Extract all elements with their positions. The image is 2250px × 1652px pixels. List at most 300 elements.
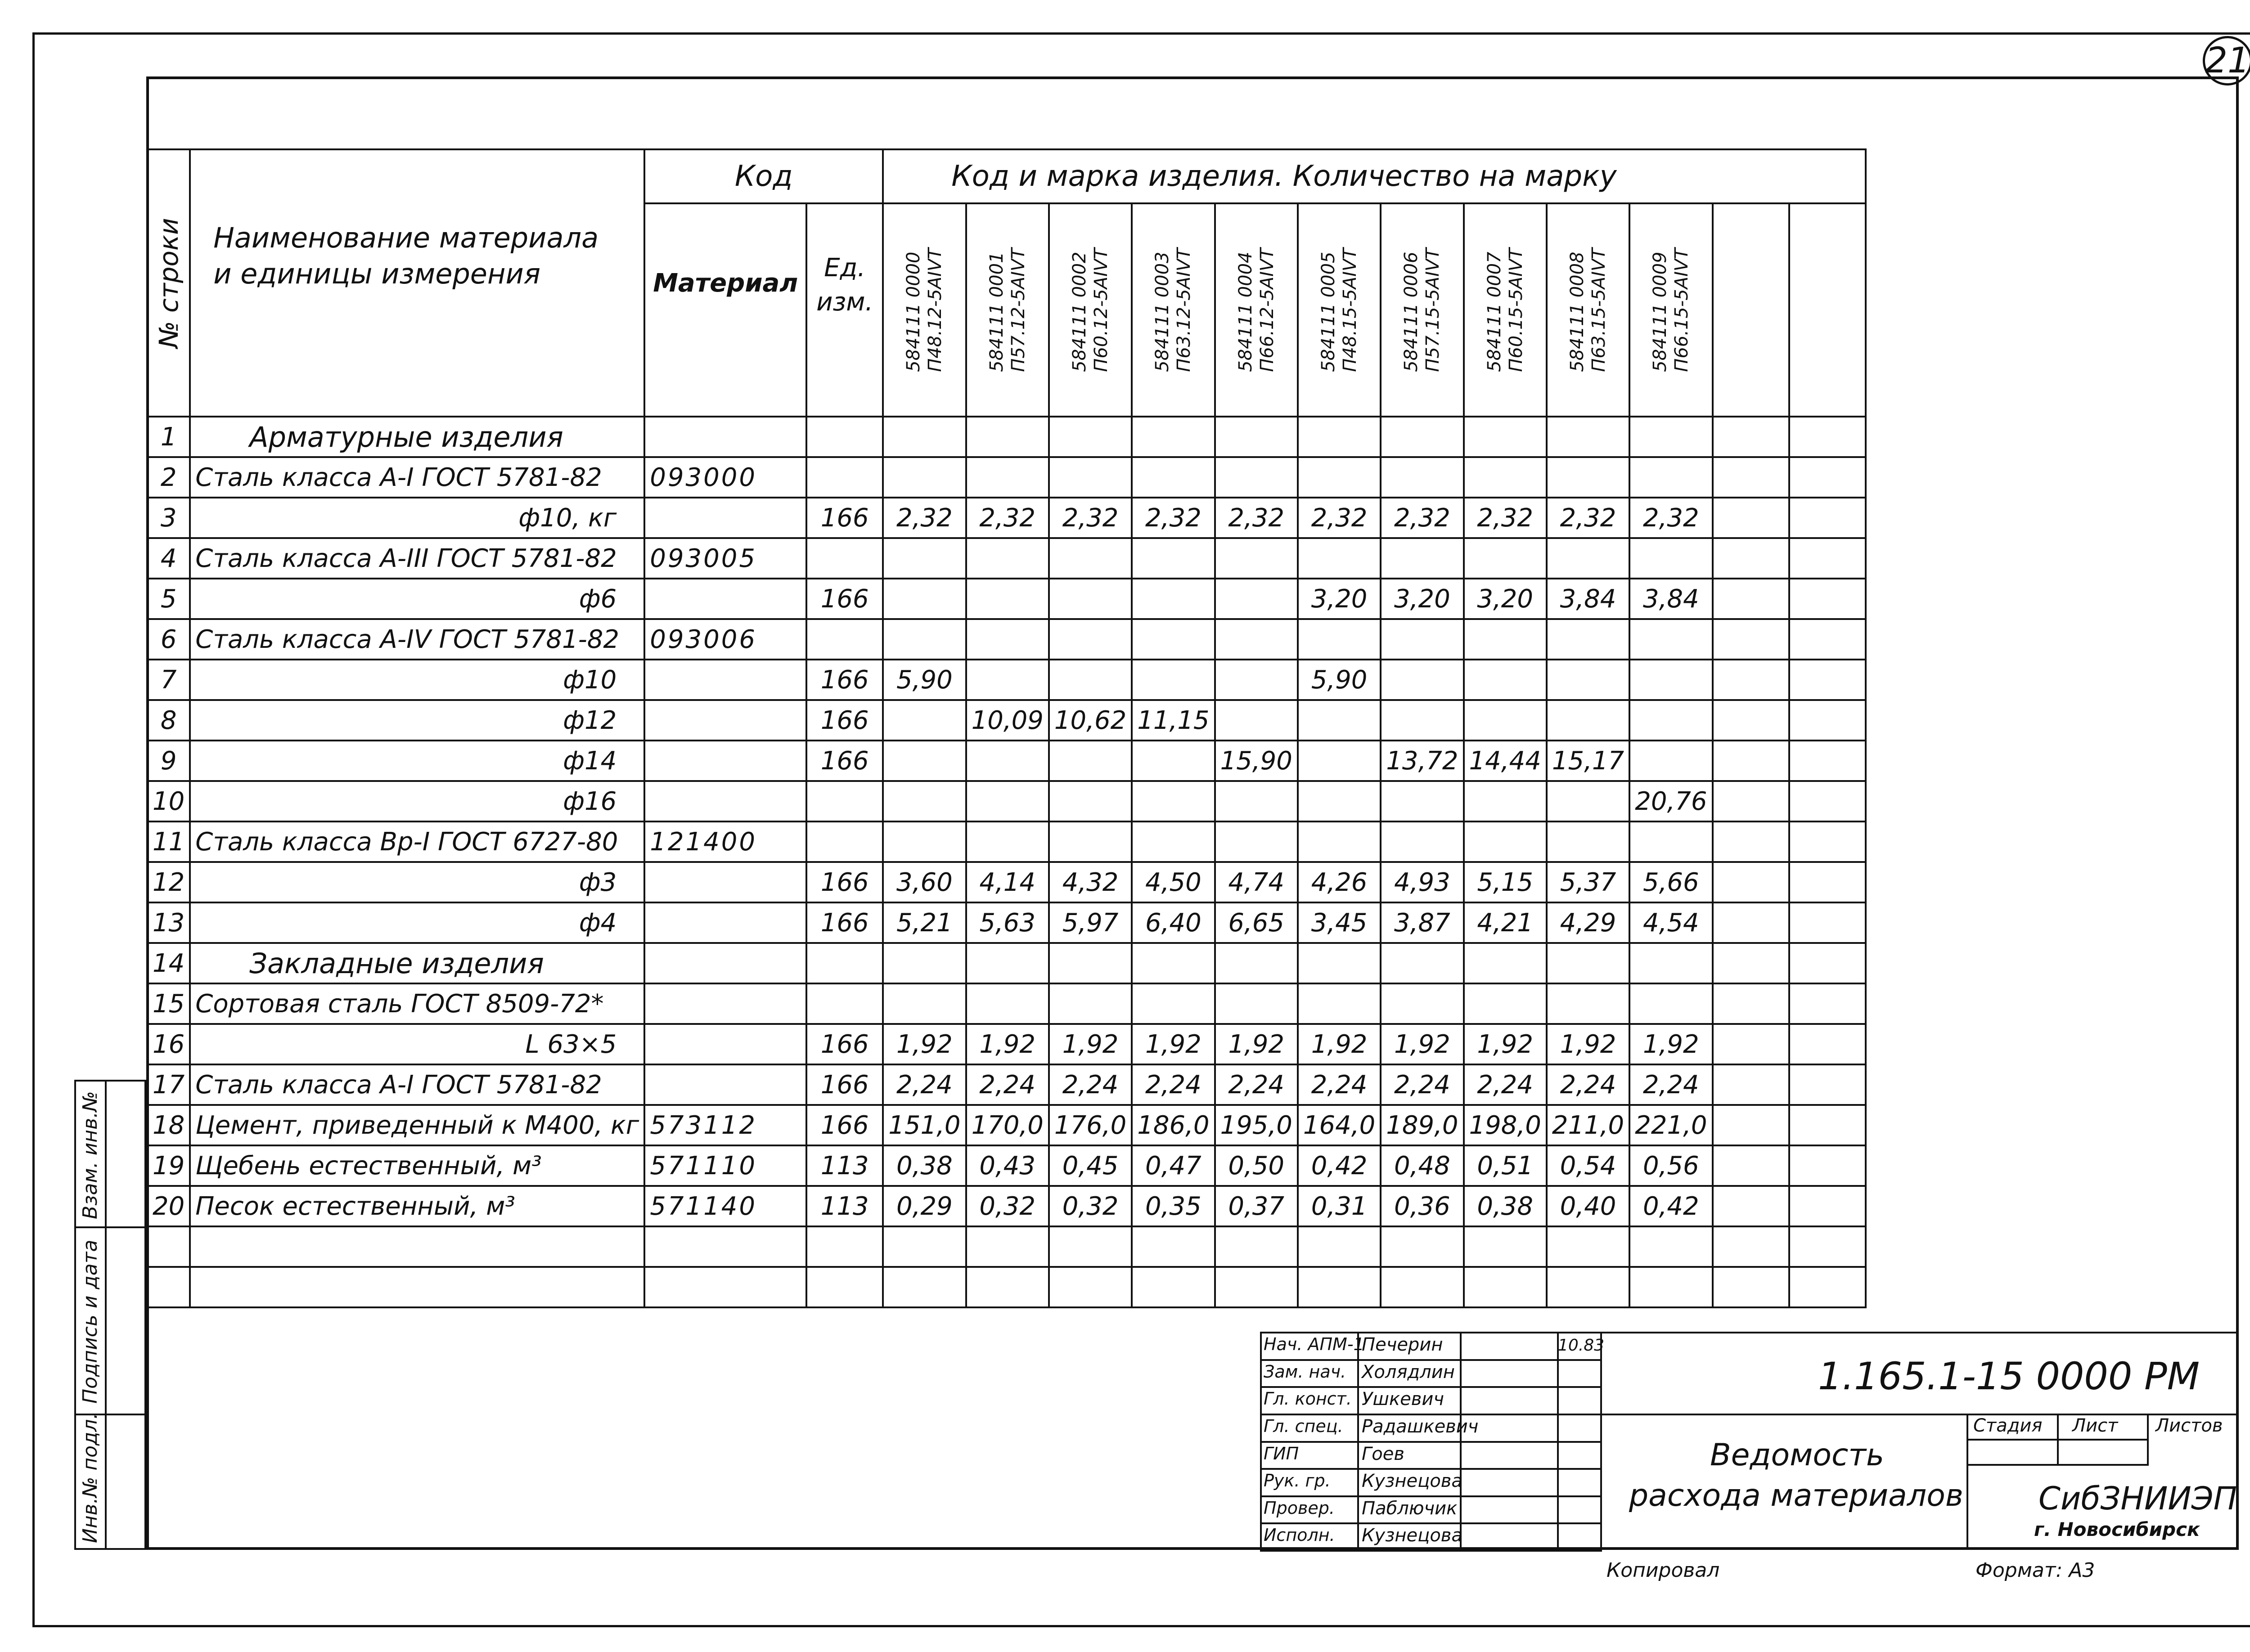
- product-group-header: Код и марка изделия. Количество на марку: [883, 149, 1865, 203]
- doc-title-line2: расхода материалов: [1629, 1478, 1963, 1513]
- quantity-cell: [1132, 579, 1215, 619]
- quantity-cell: 5,90: [883, 660, 966, 700]
- empty-cell: [1789, 902, 1866, 943]
- quantity-cell: 1,92: [883, 1024, 966, 1064]
- product-header: 584111 0007 П60.15-5AIVT: [1464, 203, 1547, 417]
- empty-cell: [1713, 1105, 1789, 1145]
- quantity-cell: [1629, 619, 1712, 660]
- signature-row: [1260, 1441, 1602, 1470]
- stage-label: Стадия: [1973, 1415, 2043, 1436]
- quantity-cell: [1215, 983, 1298, 1024]
- quantity-cell: 0,32: [1049, 1186, 1132, 1226]
- empty-cell: [1713, 700, 1789, 741]
- quantity-cell: [1298, 943, 1381, 983]
- table-row: [147, 1226, 1866, 1267]
- table-row: [147, 1105, 1866, 1145]
- quantity-cell: [1547, 781, 1629, 822]
- quantity-cell: [1049, 579, 1132, 619]
- quantity-cell: [966, 457, 1049, 498]
- quantity-cell: [883, 579, 966, 619]
- row-number-cell: 19: [147, 1145, 190, 1186]
- code-group-header: Код: [644, 149, 883, 203]
- empty-cell: [1789, 457, 1866, 498]
- material-name-cell: Закладные изделия: [190, 943, 644, 983]
- quantity-cell: [883, 538, 966, 579]
- empty-cell: [1713, 619, 1789, 660]
- quantity-cell: [1049, 1267, 1132, 1307]
- quantity-cell: [966, 1226, 1049, 1267]
- materials-table: [146, 148, 1867, 1308]
- quantity-cell: 198,0: [1464, 1105, 1547, 1145]
- empty-cell: [1713, 1064, 1789, 1105]
- quantity-cell: 10,62: [1049, 700, 1132, 741]
- quantity-cell: [1049, 943, 1132, 983]
- empty-cell: [1789, 741, 1866, 781]
- quantity-cell: [1132, 1226, 1215, 1267]
- empty-cell: [1789, 1105, 1866, 1145]
- unit-cell: 166: [806, 902, 883, 943]
- quantity-cell: 4,14: [966, 862, 1049, 902]
- row-number-cell: 15: [147, 983, 190, 1024]
- quantity-cell: 2,32: [1132, 498, 1215, 538]
- empty-cell: [1789, 983, 1866, 1024]
- material-code-cell: 121400: [644, 822, 806, 862]
- quantity-cell: 221,0: [1629, 1105, 1712, 1145]
- unit-cell: 113: [806, 1145, 883, 1186]
- quantity-cell: 3,84: [1629, 579, 1712, 619]
- quantity-cell: [1464, 1226, 1547, 1267]
- quantity-cell: [1629, 660, 1712, 700]
- quantity-cell: 0,32: [966, 1186, 1049, 1226]
- quantity-cell: [1132, 781, 1215, 822]
- row-number-cell: 13: [147, 902, 190, 943]
- quantity-cell: [883, 700, 966, 741]
- quantity-cell: [1464, 943, 1547, 983]
- quantity-cell: 2,24: [1629, 1064, 1712, 1105]
- quantity-cell: 2,32: [1381, 498, 1463, 538]
- empty-cell: [1713, 1145, 1789, 1186]
- empty-cell: [1789, 579, 1866, 619]
- table-row: [147, 498, 1866, 538]
- quantity-cell: [883, 619, 966, 660]
- empty-cell: [1713, 862, 1789, 902]
- quantity-cell: 5,37: [1547, 862, 1629, 902]
- empty-cell: [1713, 1267, 1789, 1307]
- quantity-cell: [1049, 417, 1132, 457]
- quantity-cell: 1,92: [1049, 1024, 1132, 1064]
- material-name-cell: ф16: [190, 781, 644, 822]
- quantity-cell: [1464, 660, 1547, 700]
- row-number-cell: 4: [147, 538, 190, 579]
- quantity-cell: 4,26: [1298, 862, 1381, 902]
- material-name-cell: Сталь класса А-IV ГОСТ 5781-82: [190, 619, 644, 660]
- quantity-cell: [966, 660, 1049, 700]
- material-code-cell: [644, 660, 806, 700]
- table-row: [147, 1186, 1866, 1226]
- empty-product-header: [1789, 203, 1866, 417]
- quantity-cell: 0,50: [1215, 1145, 1298, 1186]
- quantity-cell: 2,24: [1381, 1064, 1463, 1105]
- quantity-cell: 195,0: [1215, 1105, 1298, 1145]
- empty-cell: [1789, 619, 1866, 660]
- product-header: 584111 0002 П60.12-5AIVT: [1049, 203, 1132, 417]
- quantity-cell: [1132, 660, 1215, 700]
- unit-cell: [806, 417, 883, 457]
- quantity-cell: 1,92: [1381, 1024, 1463, 1064]
- quantity-cell: [966, 579, 1049, 619]
- role-label: ГИП: [1264, 1443, 1299, 1463]
- unit-cell: [806, 943, 883, 983]
- person-name: Гоев: [1362, 1443, 1404, 1464]
- quantity-cell: 10,09: [966, 700, 1049, 741]
- quantity-cell: 6,40: [1132, 902, 1215, 943]
- person-name: Ушкевич: [1362, 1389, 1444, 1410]
- material-code-cell: [644, 862, 806, 902]
- quantity-cell: 0,48: [1381, 1145, 1463, 1186]
- table-row: [147, 741, 1866, 781]
- quantity-cell: 5,63: [966, 902, 1049, 943]
- material-name-cell: Сталь класса А-I ГОСТ 5781-82: [190, 1064, 644, 1105]
- quantity-cell: [1049, 741, 1132, 781]
- quantity-cell: 0,29: [883, 1186, 966, 1226]
- quantity-cell: [1132, 822, 1215, 862]
- role-label: Провер.: [1264, 1498, 1335, 1518]
- quantity-cell: [1629, 538, 1712, 579]
- organization-name: СибЗНИИЭП: [2038, 1480, 2237, 1517]
- empty-cell: [1713, 1186, 1789, 1226]
- quantity-cell: [1049, 983, 1132, 1024]
- quantity-cell: 4,29: [1547, 902, 1629, 943]
- quantity-cell: [966, 741, 1049, 781]
- quantity-cell: [883, 983, 966, 1024]
- sheet-number: 21: [2203, 36, 2250, 85]
- product-header: 584111 0003 П63.12-5AIVT: [1132, 203, 1215, 417]
- quantity-cell: 15,17: [1547, 741, 1629, 781]
- empty-cell: [1789, 862, 1866, 902]
- empty-cell: [1713, 741, 1789, 781]
- material-name-cell: Сталь класса А-I ГОСТ 5781-82: [190, 457, 644, 498]
- row-number-cell: 17: [147, 1064, 190, 1105]
- doc-title-line1: Ведомость: [1710, 1437, 1885, 1473]
- quantity-cell: 5,66: [1629, 862, 1712, 902]
- quantity-cell: 0,42: [1629, 1186, 1712, 1226]
- empty-product-header: [1713, 203, 1789, 417]
- quantity-cell: [1298, 741, 1381, 781]
- unit-cell: 166: [806, 579, 883, 619]
- quantity-cell: 2,24: [1132, 1064, 1215, 1105]
- quantity-cell: [1629, 822, 1712, 862]
- table-row: [147, 1267, 1866, 1307]
- row-number-cell: 5: [147, 579, 190, 619]
- quantity-cell: [1547, 417, 1629, 457]
- table-row: [147, 943, 1866, 983]
- quantity-cell: [883, 822, 966, 862]
- unit-cell: 166: [806, 1024, 883, 1064]
- row-number-header: № строки: [147, 149, 190, 417]
- table-row: [147, 579, 1866, 619]
- quantity-cell: 1,92: [966, 1024, 1049, 1064]
- row-number-cell: 3: [147, 498, 190, 538]
- quantity-cell: [1464, 619, 1547, 660]
- person-name: Кузнецова: [1362, 1471, 1462, 1492]
- unit-cell: 166: [806, 1064, 883, 1105]
- quantity-cell: [1381, 822, 1463, 862]
- material-name-cell: Щебень естественный, м³: [190, 1145, 644, 1186]
- material-name-cell: ф14: [190, 741, 644, 781]
- material-name-cell: Песок естественный, м³: [190, 1186, 644, 1226]
- quantity-cell: 2,32: [883, 498, 966, 538]
- quantity-cell: 2,24: [883, 1064, 966, 1105]
- quantity-cell: [883, 417, 966, 457]
- quantity-cell: [883, 457, 966, 498]
- quantity-cell: [883, 781, 966, 822]
- person-name: Холядлин: [1362, 1361, 1455, 1383]
- row-number-cell: [147, 1226, 190, 1267]
- quantity-cell: 0,42: [1298, 1145, 1381, 1186]
- quantity-cell: [1381, 1226, 1463, 1267]
- role-label: Рук. гр.: [1264, 1471, 1331, 1491]
- table-row: [147, 538, 1866, 579]
- quantity-cell: [1298, 619, 1381, 660]
- material-name-cell: Сортовая сталь ГОСТ 8509-72*: [190, 983, 644, 1024]
- quantity-cell: [1132, 457, 1215, 498]
- quantity-cell: 176,0: [1049, 1105, 1132, 1145]
- row-number-cell: [147, 1267, 190, 1307]
- quantity-cell: 151,0: [883, 1105, 966, 1145]
- quantity-cell: [1298, 538, 1381, 579]
- quantity-cell: 2,32: [1215, 498, 1298, 538]
- quantity-cell: [1381, 781, 1463, 822]
- quantity-cell: [1298, 457, 1381, 498]
- role-label: Нач. АПМ-1: [1264, 1334, 1364, 1354]
- quantity-cell: 0,43: [966, 1145, 1049, 1186]
- unit-cell: 166: [806, 1105, 883, 1145]
- table-row: [147, 417, 1866, 457]
- empty-cell: [1789, 1024, 1866, 1064]
- material-code-cell: [644, 700, 806, 741]
- quantity-cell: 5,21: [883, 902, 966, 943]
- quantity-cell: 189,0: [1381, 1105, 1463, 1145]
- row-number-cell: 16: [147, 1024, 190, 1064]
- quantity-cell: [966, 619, 1049, 660]
- empty-cell: [1713, 538, 1789, 579]
- quantity-cell: 3,20: [1381, 579, 1463, 619]
- quantity-cell: [883, 741, 966, 781]
- quantity-cell: 3,20: [1464, 579, 1547, 619]
- quantity-cell: 2,24: [1298, 1064, 1381, 1105]
- quantity-cell: 0,40: [1547, 1186, 1629, 1226]
- quantity-cell: [1132, 741, 1215, 781]
- table-row: [147, 619, 1866, 660]
- material-code-cell: 093006: [644, 619, 806, 660]
- quantity-cell: [1629, 457, 1712, 498]
- row-number-cell: 14: [147, 943, 190, 983]
- material-name-cell: ф6: [190, 579, 644, 619]
- row-number-cell: 8: [147, 700, 190, 741]
- quantity-cell: 2,32: [1049, 498, 1132, 538]
- empty-cell: [1713, 1024, 1789, 1064]
- quantity-cell: [1215, 660, 1298, 700]
- quantity-cell: 170,0: [966, 1105, 1049, 1145]
- table-row: [147, 781, 1866, 822]
- row-number-cell: 18: [147, 1105, 190, 1145]
- material-code-cell: [644, 417, 806, 457]
- sign-date-label: Подпись и дата: [79, 1239, 102, 1404]
- role-label: Зам. нач.: [1264, 1361, 1346, 1382]
- quantity-cell: 0,54: [1547, 1145, 1629, 1186]
- quantity-cell: 1,92: [1464, 1024, 1547, 1064]
- quantity-cell: 2,24: [1215, 1064, 1298, 1105]
- quantity-cell: 13,72: [1381, 741, 1463, 781]
- quantity-cell: [1464, 417, 1547, 457]
- quantity-cell: 15,90: [1215, 741, 1298, 781]
- empty-cell: [1713, 457, 1789, 498]
- quantity-cell: [1629, 983, 1712, 1024]
- quantity-cell: 0,31: [1298, 1186, 1381, 1226]
- quantity-cell: [1381, 943, 1463, 983]
- row-number-cell: 6: [147, 619, 190, 660]
- row-number-cell: 11: [147, 822, 190, 862]
- unit-cell: 166: [806, 498, 883, 538]
- unit-cell: 166: [806, 741, 883, 781]
- empty-cell: [1713, 781, 1789, 822]
- material-name-cell: ф10: [190, 660, 644, 700]
- quantity-cell: [1547, 660, 1629, 700]
- quantity-cell: [1629, 417, 1712, 457]
- empty-cell: [1713, 660, 1789, 700]
- quantity-cell: [1298, 417, 1381, 457]
- material-code-cell: [644, 983, 806, 1024]
- material-name-cell: L 63×5: [190, 1024, 644, 1064]
- quantity-cell: [1215, 457, 1298, 498]
- material-code-cell: 093000: [644, 457, 806, 498]
- quantity-cell: 3,87: [1381, 902, 1463, 943]
- empty-cell: [1789, 781, 1866, 822]
- role-label: Гл. конст.: [1264, 1389, 1352, 1409]
- quantity-cell: [1215, 700, 1298, 741]
- quantity-cell: 3,60: [883, 862, 966, 902]
- empty-cell: [1789, 1064, 1866, 1105]
- unit-cell: [806, 1226, 883, 1267]
- quantity-cell: [1298, 983, 1381, 1024]
- quantity-cell: [1215, 822, 1298, 862]
- quantity-cell: 0,51: [1464, 1145, 1547, 1186]
- unit-header: Ед. изм.: [806, 203, 883, 417]
- row-number-cell: 20: [147, 1186, 190, 1226]
- quantity-cell: 2,24: [1464, 1064, 1547, 1105]
- row-number-cell: 7: [147, 660, 190, 700]
- quantity-cell: 0,38: [883, 1145, 966, 1186]
- material-code-cell: [644, 1064, 806, 1105]
- quantity-cell: [883, 1226, 966, 1267]
- date-cell: 10.83: [1558, 1336, 1605, 1355]
- empty-cell: [1713, 902, 1789, 943]
- quantity-cell: [1049, 457, 1132, 498]
- material-name-header: Наименование материала и единицы измерения: [190, 149, 644, 417]
- product-header: 584111 0006 П57.15-5AIVT: [1381, 203, 1463, 417]
- quantity-cell: [1629, 1267, 1712, 1307]
- unit-cell: 113: [806, 1186, 883, 1226]
- material-code-header: Материал: [644, 203, 806, 417]
- quantity-cell: 164,0: [1298, 1105, 1381, 1145]
- quantity-cell: 1,92: [1215, 1024, 1298, 1064]
- material-code-cell: [644, 943, 806, 983]
- organization-city: г. Новосибирск: [2034, 1518, 2200, 1540]
- product-header: 584111 0000 П48.12-5AIVT: [883, 203, 966, 417]
- quantity-cell: [1298, 781, 1381, 822]
- row-number-cell: 1: [147, 417, 190, 457]
- row-number-cell: 10: [147, 781, 190, 822]
- unit-cell: [806, 1267, 883, 1307]
- unit-cell: [806, 457, 883, 498]
- quantity-cell: 0,45: [1049, 1145, 1132, 1186]
- empty-cell: [1789, 1226, 1866, 1267]
- quantity-cell: 4,32: [1049, 862, 1132, 902]
- material-code-cell: [644, 1226, 806, 1267]
- table-row: [147, 700, 1866, 741]
- quantity-cell: [1547, 983, 1629, 1024]
- quantity-cell: 3,20: [1298, 579, 1381, 619]
- empty-cell: [1713, 1226, 1789, 1267]
- empty-cell: [1789, 660, 1866, 700]
- left-margin-stamp: [74, 1080, 146, 1550]
- material-code-cell: 573112: [644, 1105, 806, 1145]
- replace-inv-label: Взам. инв.№: [79, 1091, 102, 1219]
- empty-cell: [1789, 498, 1866, 538]
- quantity-cell: [1049, 660, 1132, 700]
- quantity-cell: [1464, 781, 1547, 822]
- material-name-cell: ф12: [190, 700, 644, 741]
- quantity-cell: 2,32: [1547, 498, 1629, 538]
- empty-cell: [1789, 1267, 1866, 1307]
- quantity-cell: [1298, 822, 1381, 862]
- empty-cell: [1789, 417, 1866, 457]
- quantity-cell: 0,36: [1381, 1186, 1463, 1226]
- quantity-cell: 1,92: [1547, 1024, 1629, 1064]
- material-code-cell: [644, 902, 806, 943]
- material-code-cell: [644, 1267, 806, 1307]
- row-number-cell: 9: [147, 741, 190, 781]
- quantity-cell: [1132, 619, 1215, 660]
- material-name-cell: ф4: [190, 902, 644, 943]
- quantity-cell: [966, 781, 1049, 822]
- quantity-cell: [1547, 538, 1629, 579]
- material-name-cell: ф3: [190, 862, 644, 902]
- quantity-cell: [1381, 417, 1463, 457]
- inv-orig-label: Инв.№ подл.: [79, 1413, 102, 1543]
- material-name-cell: [190, 1226, 644, 1267]
- product-header: 584111 0009 П66.15-5AIVT: [1629, 203, 1712, 417]
- material-code-cell: [644, 741, 806, 781]
- unit-cell: 166: [806, 660, 883, 700]
- material-code-cell: [644, 579, 806, 619]
- quantity-cell: 6,65: [1215, 902, 1298, 943]
- quantity-cell: [1464, 700, 1547, 741]
- quantity-cell: [1132, 943, 1215, 983]
- table-row: [147, 983, 1866, 1024]
- quantity-cell: [1381, 660, 1463, 700]
- unit-cell: [806, 822, 883, 862]
- quantity-cell: [1049, 619, 1132, 660]
- document-code: 1.165.1-15 0000 РМ: [1818, 1354, 2200, 1398]
- quantity-cell: 4,93: [1381, 862, 1463, 902]
- quantity-cell: 0,35: [1132, 1186, 1215, 1226]
- empty-cell: [1713, 943, 1789, 983]
- unit-cell: [806, 538, 883, 579]
- table-row: [147, 1145, 1866, 1186]
- empty-cell: [1713, 498, 1789, 538]
- quantity-cell: [1547, 1226, 1629, 1267]
